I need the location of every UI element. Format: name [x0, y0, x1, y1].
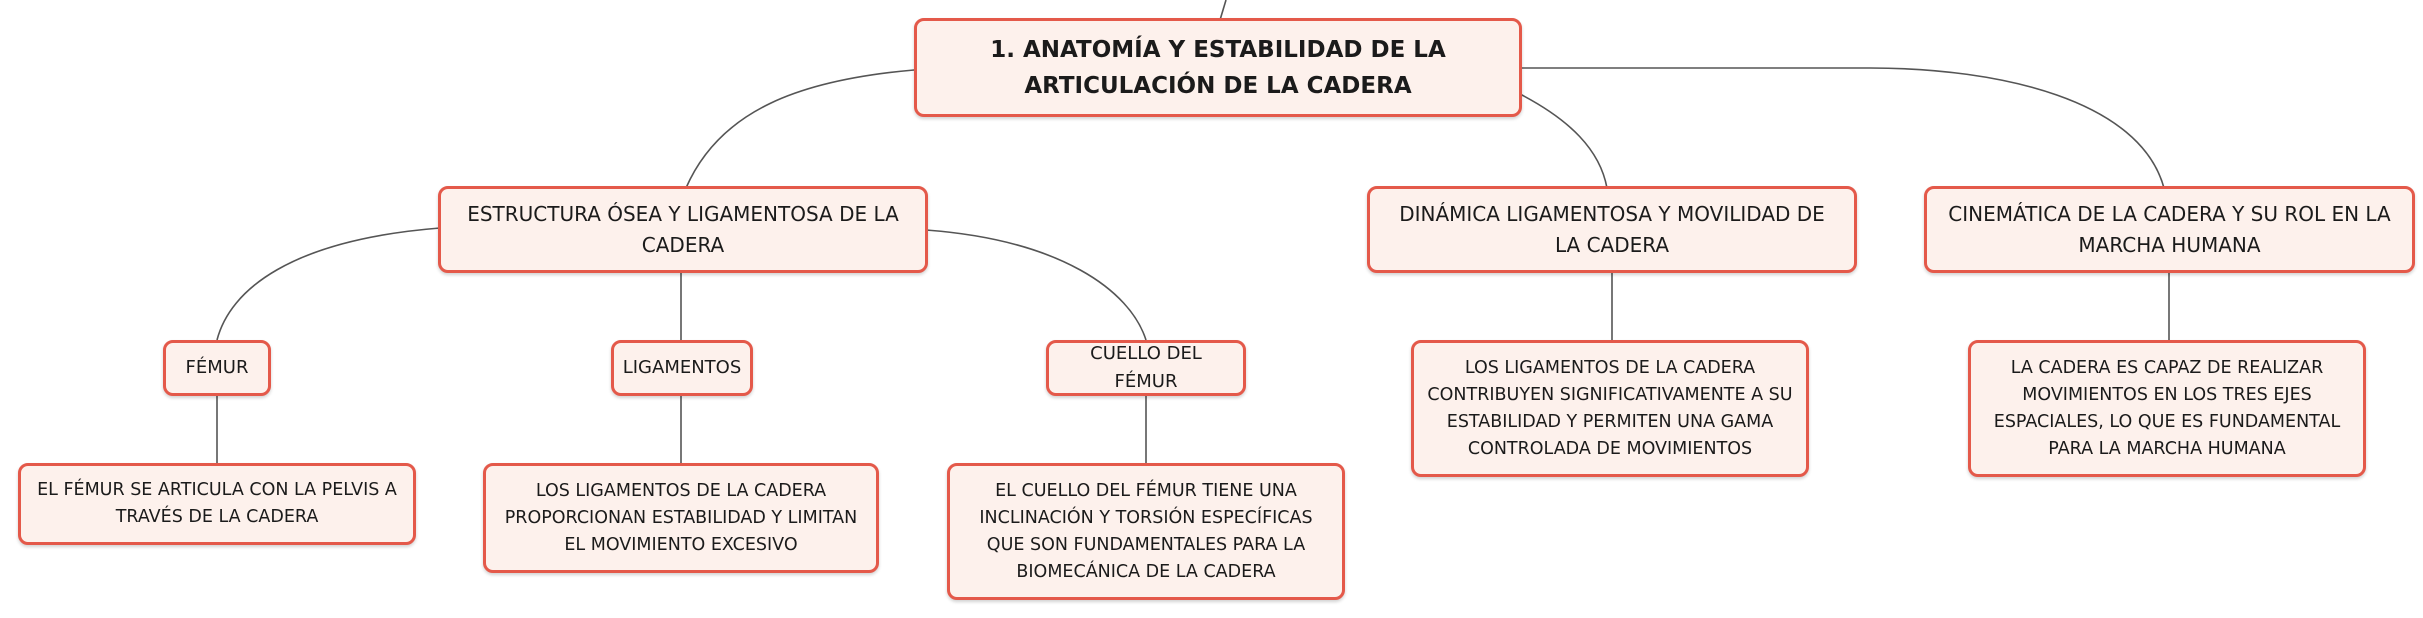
detail-text-kinematics: LA CADERA ES CAPAZ DE REALIZAR MOVIMIENTOS EN LOS TRES EJES ESPACIALES, LO QUE ES FUNDAMENTAL PARA LA MARCHA HUMANA [1993, 357, 2341, 459]
branch-node-structure[interactable] [438, 186, 928, 273]
subtopic-node-ligaments[interactable] [611, 340, 753, 396]
subtopic-label-femur: FÉMUR [185, 357, 249, 378]
connector-structure-to-neck [926, 230, 1146, 340]
detail-node-femoral-neck[interactable] [947, 463, 1345, 600]
branch-node-dynamics[interactable] [1367, 186, 1857, 273]
connector-root-parent [1220, 0, 1226, 20]
connector-root-to-structure [686, 70, 914, 188]
detail-node-kinematics[interactable] [1968, 340, 2366, 477]
detail-text-dynamics: LOS LIGAMENTOS DE LA CADERA CONTRIBUYEN SIGNIFICATIVAMENTE A SU ESTABILIDAD Y PERMITEN UNA GAMA CONTROLADA DE MOVIMIENTOS [1427, 357, 1793, 459]
detail-node-femur[interactable] [18, 463, 416, 545]
branch-node-kinematics[interactable] [1924, 186, 2415, 273]
root-topic-label: 1. ANATOMÍA Y ESTABILIDAD DE LA ARTICULACIÓN DE LA CADERA [990, 36, 1446, 99]
branch-label-kinematics: CINEMÁTICA DE LA CADERA Y SU ROL EN LA MARCHA HUMANA [1948, 201, 2391, 257]
branch-label-structure: ESTRUCTURA ÓSEA Y LIGAMENTOSA DE LA CADERA [467, 201, 899, 257]
subtopic-label-femoral-neck: CUELLO DEL FÉMUR [1090, 343, 1202, 392]
subtopic-node-femur[interactable] [163, 340, 271, 396]
detail-node-dynamics[interactable] [1411, 340, 1809, 477]
subtopic-node-femoral-neck[interactable] [1046, 340, 1246, 396]
root-topic-node[interactable] [914, 18, 1522, 117]
detail-text-femoral-neck: EL CUELLO DEL FÉMUR TIENE UNA INCLINACIÓN Y TORSIÓN ESPECÍFICAS QUE SON FUNDAMENTALES PARA LA BIOMECÁNICA DE LA CADERA [979, 480, 1313, 582]
connector-structure-to-femur [217, 228, 440, 340]
detail-node-ligaments[interactable] [483, 463, 879, 573]
detail-text-ligaments: LOS LIGAMENTOS DE LA CADERA PROPORCIONAN ESTABILIDAD Y LIMITAN EL MOVIMIENTO EXCESIVO [504, 480, 858, 555]
detail-text-femur: EL FÉMUR SE ARTICULA CON LA PELVIS A TRAVÉS DE LA CADERA [37, 480, 397, 527]
connector-root-to-kinematics [1522, 68, 2164, 188]
branch-label-dynamics: DINÁMICA LIGAMENTOSA Y MOVILIDAD DE LA CADERA [1399, 201, 1825, 257]
subtopic-label-ligaments: LIGAMENTOS [622, 357, 742, 378]
connector-root-to-dynamics [1520, 94, 1607, 188]
